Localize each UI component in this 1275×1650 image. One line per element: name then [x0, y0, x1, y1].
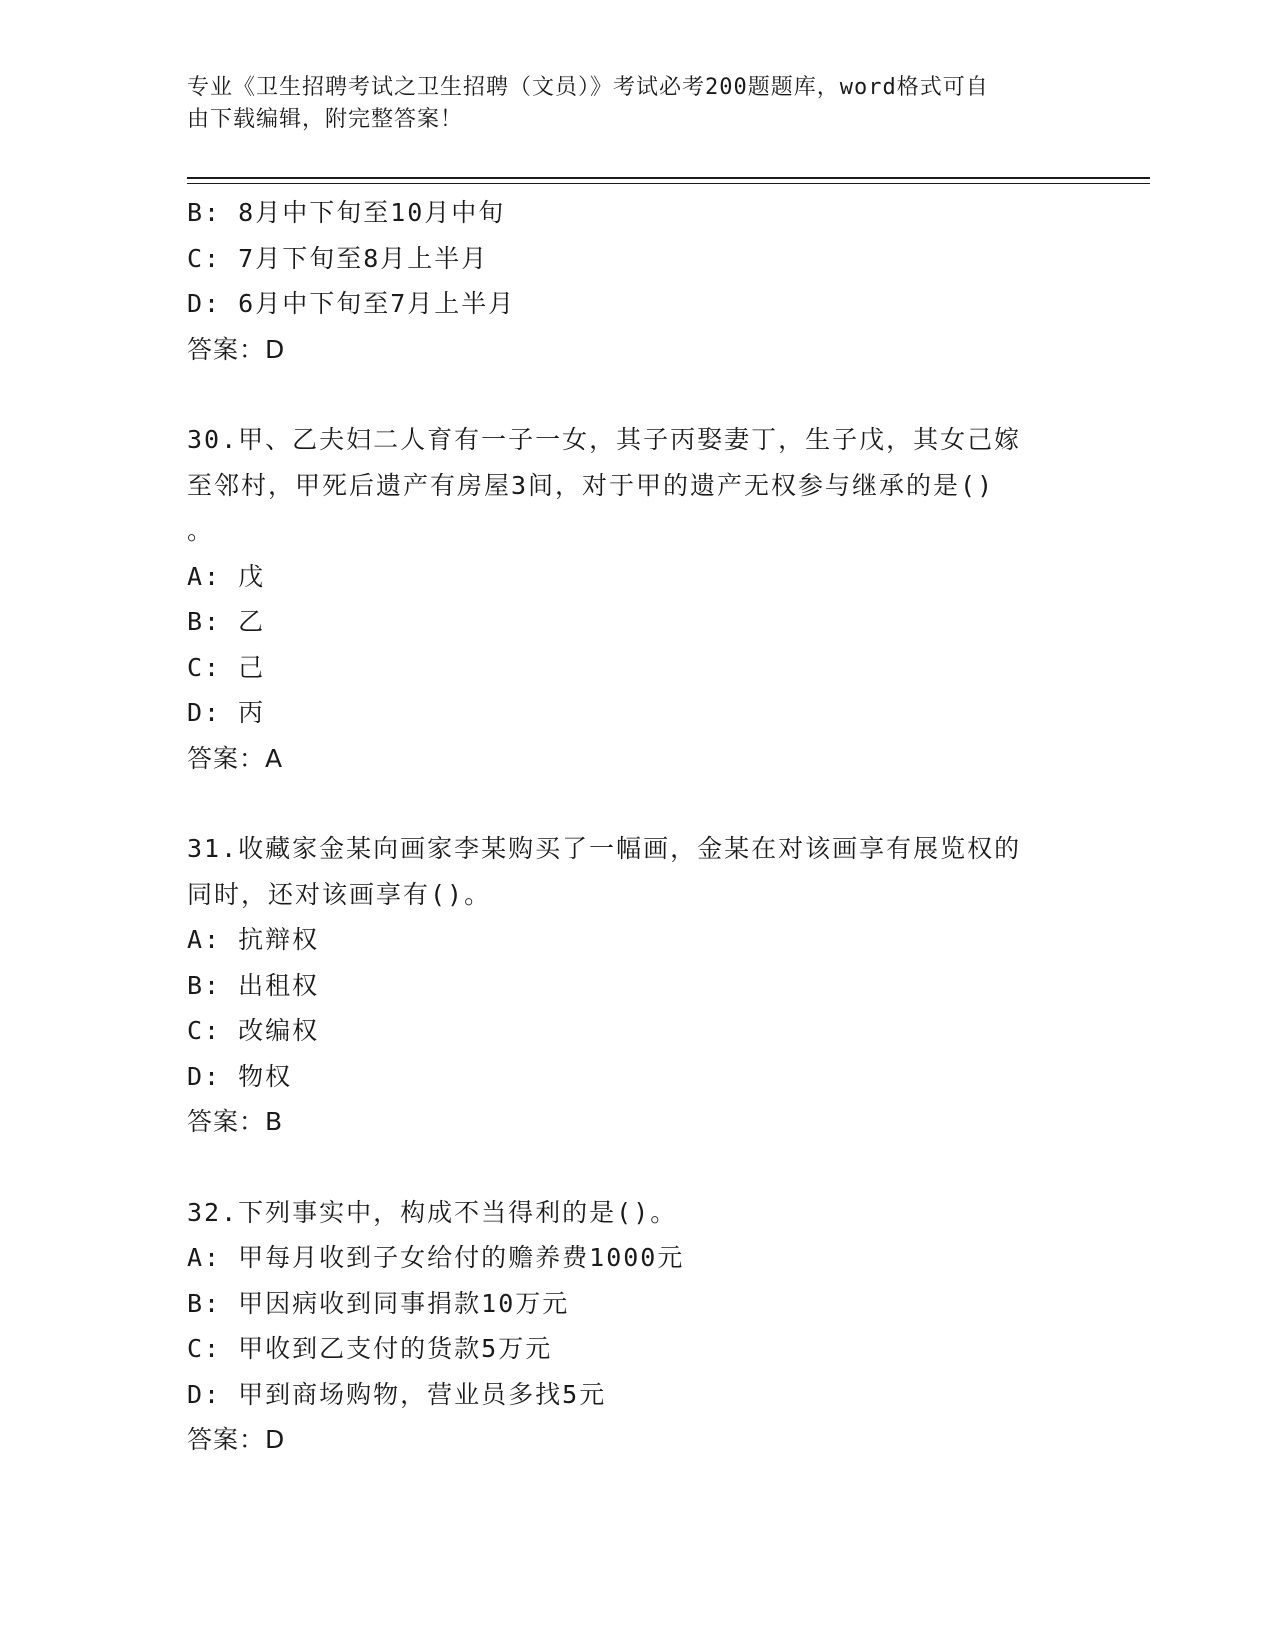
- question-stem-line: 30.甲、乙夫妇二人育有一子一女，其子丙娶妻丁，生子戊，其女己嫁: [187, 425, 1022, 454]
- question-29-tail: [187, 190, 1087, 372]
- option-c: C: 甲收到乙支付的货款5万元: [187, 1334, 553, 1363]
- question-stem-line: 32.下列事实中，构成不当得利的是()。: [187, 1197, 678, 1227]
- header-divider-thick: [187, 177, 1150, 179]
- spacer: [187, 781, 1087, 826]
- option-a: A: 戊: [187, 561, 266, 591]
- option-d: D: 甲到商场购物，营业员多找5元: [187, 1379, 607, 1409]
- question-31: [187, 826, 1087, 1145]
- document-header: [187, 72, 1067, 136]
- option-d: D: 6月中下旬至7月上半月: [187, 289, 516, 318]
- question-stem-line: 。: [187, 516, 215, 545]
- option-b: B: 乙: [187, 607, 266, 636]
- answer: 答案：B: [187, 1107, 284, 1136]
- question-30: [187, 417, 1087, 781]
- question-stem-line: 至邻村，甲死后遗产有房屋3间，对于甲的遗产无权参与继承的是(): [187, 470, 995, 500]
- option-b: B: 出租权: [187, 970, 320, 1000]
- header-divider-thin: [187, 183, 1150, 184]
- option-a: A: 甲每月收到子女给付的赡养费1000元: [187, 1243, 685, 1272]
- header-line-2: 由下载编辑，附完整答案！: [187, 107, 464, 132]
- spacer: [187, 372, 1087, 417]
- answer: 答案：A: [187, 743, 284, 773]
- question-stem-line: 31.收藏家金某向画家李某购买了一幅画，金某在对该画享有展览权的: [187, 834, 1022, 863]
- option-d: D: 丙: [187, 698, 266, 727]
- spacer: [187, 1145, 1087, 1190]
- answer: 答案：D: [187, 1425, 286, 1454]
- option-c: C: 己: [187, 652, 266, 682]
- option-a: A: 抗辩权: [187, 925, 320, 954]
- answer: 答案：D: [187, 334, 286, 364]
- option-b: B: 甲因病收到同事捐款10万元: [187, 1288, 570, 1318]
- question-32: [187, 1190, 1087, 1463]
- question-stem-line: 同时，还对该画享有()。: [187, 879, 492, 909]
- option-d: D: 物权: [187, 1061, 293, 1091]
- header-line-1: 专业《卫生招聘考试之卫生招聘（文员）》考试必考200题题库，word格式可自: [187, 75, 989, 100]
- option-c: C: 7月下旬至8月上半月: [187, 243, 489, 273]
- question-list: [187, 190, 1087, 1463]
- option-b: B: 8月中下旬至10月中旬: [187, 198, 506, 227]
- option-c: C: 改编权: [187, 1016, 320, 1045]
